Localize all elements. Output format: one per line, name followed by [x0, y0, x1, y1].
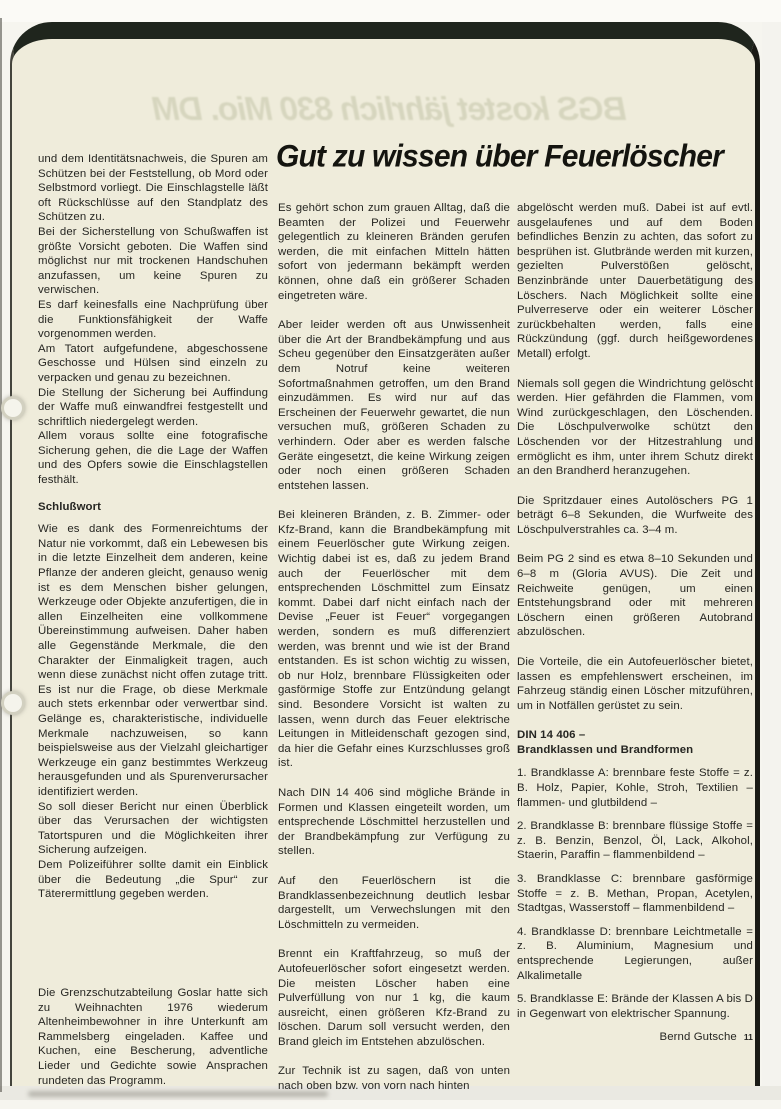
paragraph: Die Stellung der Sicherung bei Auffindung der Waffe muß einwandfrei festgestellt und schriftlich niedergelegt werden. [38, 386, 268, 428]
bleed-through-headline: BGS kostet jährlich 830 Mio. DM [153, 90, 627, 127]
paragraph: und dem Identitätsnachweis, die Spuren am Schützen bei der Feststellung, ob Mord oder Selbstmord vorliegt. Die Einschlagstelle läßt oft Rückschlüsse auf den Standplatz des Schützen zu. [38, 153, 268, 224]
paragraph: So soll dieser Bericht nur einen Überblick über das Verursachen der wichtigsten Tatortspuren und die Möglichkeiten ihrer Sicherung aufzeigen. [38, 800, 268, 857]
paragraph: Niemals soll gegen die Windrichtung gelöscht werden. Hier gefährden die Flammen, vom Wind zurückgeschlagen, den Löschenden. Die Löschpulverwolke schützt den Löschenden vor der Hitzestrahlung und ermöglicht es ihm, unter ihrem Schutz direkt an den Brandherd heranzugehen. [517, 377, 753, 478]
paragraph: Es darf keinesfalls eine Nachprüfung über die Funktionsfähigkeit der Waffe vorgenommen werden. [38, 298, 268, 341]
paragraph: Nach DIN 14 406 sind mögliche Brände in Formen und Klassen eingeteilt worden, um entsprechende Löschmittel herzustellen und der Brandbekämpfung zur Verfügung zu stellen. [278, 786, 510, 858]
section-heading-din [517, 728, 753, 758]
paragraph: Beim PG 2 sind es etwa 8–10 Sekunden und 6–8 m (Gloria AVUS). Die Zeit und Reichweite genügen, um einen Entstehungsbrand oder mit mehreren Löschern einen größeren Autobrand abzulöschen. [517, 553, 753, 639]
punch-hole-top [1, 396, 25, 420]
paragraph: abgelöscht werden muß. Dabei ist auf evtl. ausgelaufenes und auf dem Boden befindliches Benzin zu achten, das sofort zu besprühen ist. Glutbrände werden mit kurzen, gezielten Pulverstößen gelöscht, Benzinbrände unter Dauerbetätigung des Löschers. Nach Möglichkeit sollte eine Pulverreserve oder ein weiterer Löscher zurückbehalten werden, falls eine Rückzündung (ggf. durch heißgewordenes Metall) erfolgt. [517, 202, 753, 360]
right-column [517, 201, 753, 1045]
author-byline [517, 1030, 753, 1045]
author-name: Bernd Gutsche [659, 1031, 737, 1044]
paragraph: Dem Polizeiführer sollte damit ein Einblick über die Bedeutung „die Spur“ zur Täterermittlung gegeben werden. [38, 858, 268, 901]
paragraph: Brennt ein Kraftfahrzeug, so muß der Autofeuerlöscher sofort eingesetzt werden. Die meisten Löscher haben eine Pulverfüllung von nur 1 kg, die kaum ausreicht, einen größeren Kfz-Brand zu löschen. Darum soll versucht werden, den Brand gleich im Entstehen abzulöschen. [278, 948, 510, 1048]
paragraph: Allem voraus sollte eine fotografische Sicherung gehen, die die Lage der Waffen und des Opfers sowie die Einschlagstellen festhält. [38, 430, 268, 487]
paragraph: Die Spritzdauer eines Autolöschers PG 1 beträgt 6–8 Sekunden, die Wurfweite des Löschpulverstrahles ca. 3–4 m. [517, 494, 753, 536]
paragraph: Die Vorteile, die ein Autofeuerlöscher bietet, lassen es empfehlenswert erscheinen, im Fahrzeug ständig einen Löscher mitzuführen, um in Notfällen gerüstet zu sein. [517, 656, 753, 712]
list-item-brandklasse-a: 1. Brandklasse A: brennbare feste Stoffe = z. B. Holz, Papier, Kohle, Stroh, Textilien – flammen- und glutbildend – [517, 767, 753, 809]
paragraph: Es gehört schon zum grauen Alltag, daß die Beamten der Polizei und Feuerwehr gelegentlich zu kleineren Bränden gerufen werden, die mit einfachen Mitteln hätten sofort von jedermann bekämpft werden können, ohne daß ein größerer Schaden eingetreten wäre. [278, 202, 510, 302]
scan-margin-top [0, 0, 781, 22]
list-item-brandklasse-e: 5. Brandklasse E: Brände der Klassen A bis D in Gegenwart von elektrischer Spannung. [517, 993, 753, 1020]
scan-smudge [28, 1091, 328, 1097]
article-title: Gut zu wissen über Feuerlöscher [276, 139, 723, 174]
left-column-news-note [38, 986, 268, 1088]
paragraph: Die Grenzschutzabteilung Goslar hatte sich zu Weihnachten 1976 wiederum Altenheimbewohner in ihre Unterkunft am Rammelsberg eingeladen. Kaffee und Kuchen, eine Bescherung, adventliche Lieder und Gedichte sowie Ansprachen rundeten das Programm. [38, 987, 268, 1087]
paragraph: Bei der Sicherstellung von Schußwaffen ist größte Vorsicht geboten. Die Waffen sind möglichst nur mit trockenen Handschuhen anzufassen, um keine Spuren zu verwischen. [38, 225, 268, 297]
paragraph: Am Tatort aufgefundene, abgeschossene Geschosse und Hülsen sind einzeln zu verpacken und genau zu bezeichnen. [38, 342, 268, 384]
din-heading-line1: DIN 14 406 – [517, 729, 586, 742]
section-heading-schlusswort: Schlußwort [38, 500, 102, 513]
list-item-brandklasse-c: 3. Brandklasse C: brennbare gasförmige Stoffe = z. B. Methan, Propan, Acetylen, Stadtgas, Wasserstoff – flammenbildend – [517, 872, 753, 915]
paragraph: Auf den Feuerlöschern ist die Brandklassenbezeichnung deutlich lesbar dargestellt, um Verwechslungen mit den Löschmitteln zu vermeiden. [278, 874, 510, 931]
list-item-brandklasse-d: 4. Brandklasse D: brennbare Leichtmetalle = z. B. Aluminium, Magnesium und entsprechende Legierungen, außer Alkalimetalle [517, 925, 753, 982]
scan-binding-crease [0, 18, 2, 1092]
paragraph: Wie es dank des Formenreichtums der Natur nie vorkommt, daß ein Lebewesen bis in die letzte Einzelheit dem anderen, keine Pflanze der anderen gleicht, genauso wenig ist es dem Menschen bisher gelungen, Werkzeuge oder Objekte anzufertigen, die in allen Einzelheiten eine vollkommene Übereinstimmung aufweisen. Daher haben alle Gegenstände Merkmale, die den Charakter der Einmaligkeit tragen, auch wenn diese zunächst nicht offen zutage tritt. Es ist nur die Frage, ob diese Merkmale auch stets erkennbar oder verwertbar sind. Gelänge es, charakteristische, individuelle Merkmale nachzuweisen, so kann beispielsweise aus der Vielzahl gleichartiger Werkzeuge ein ganz bestimmtes Werkzeug herausgefunden und als Spurenverursacher identifiziert werden. [38, 523, 268, 798]
page-number: 11 [743, 1032, 753, 1043]
left-column [38, 152, 268, 902]
middle-column [278, 201, 510, 1109]
list-item-brandklasse-b: 2. Brandklasse B: brennbare flüssige Stoffe = z. B. Benzin, Benzol, Öl, Lack, Alkohol, Staerin, Paraffin – flammenbildend – [517, 820, 753, 862]
paragraph: Aber leider werden oft aus Unwissenheit über die Art der Brandbekämpfung und aus Scheu gegenüber den Einsatzgeräten außer dem Notruf keine weiteren Sofortmaßnahmen getroffen, um den Brand einzudämmen. Es wird nur auf das Erscheinen der Feuerwehr gewartet, die nun versuchen muß, größeren Schaden zu verhindern. Oder aber es werden falsche Geräte eingesetzt, die keine Wirkung zeigen oder noch einen größeren Schaden entstehen lassen. [278, 319, 510, 492]
din-heading-line2: Brandklassen und Brandformen [517, 744, 694, 757]
paragraph: Bei kleineren Bränden, z. B. Zimmer- oder Kfz-Brand, kann die Brandbekämpfung mit einem Feuerlöscher gute Wirkung zeigen. Wichtig dabei ist es, daß zu jedem Brand auch der Feuerlöscher mit dem entsprechenden Löschmittel zum Einsatz kommt. Dabei darf nicht einfach nach der Devise „Feuer ist Feuer“ vorgegangen werden, sondern es muß differenziert werden, was brennt und wie ist der Brand entstanden. Es ist schon wichtig zu wissen, ob nur Holz, brennbare Flüssigkeiten oder gasförmige Stoffe zur Entzündung gelangt sind. Besondere Vorsicht ist walten zu lassen, wenn durch das Feuer elektrische Leitungen in Mitleidenschaft gezogen sind, da hier die Gefahr eines Kurzschlusses groß ist. [278, 509, 510, 770]
punch-hole-bottom [1, 691, 25, 715]
paragraph: Zur Technik ist zu sagen, daß von unten nach oben bzw. von vorn nach hinten [278, 1065, 510, 1093]
scan-margin-right [762, 22, 781, 1086]
